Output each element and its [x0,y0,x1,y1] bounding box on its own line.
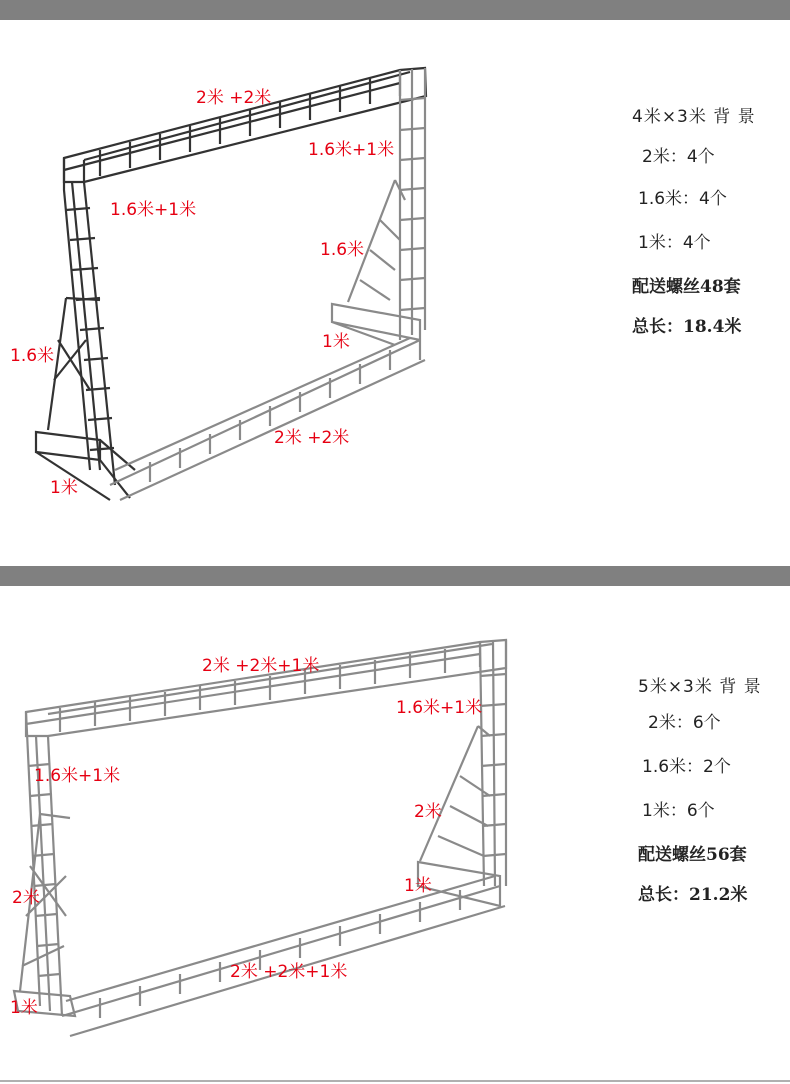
spec-2m-count: 2米：6个 [648,713,721,733]
truss-frame-illustration-2 [0,586,790,1080]
label-left-foot: 1米 [50,478,78,498]
label-top-beam: 2米 +2米 [196,88,272,108]
label-left-foot: 1米 [10,998,38,1018]
label-bottom-beam: 2米 +2米 [274,428,350,448]
label-right-foot: 1米 [322,332,350,352]
spec-2m-count: 2米：4个 [642,147,715,167]
label-right-column: 1.6米+1米 [396,698,483,718]
spec-screws: 配送螺丝48套 [632,277,741,297]
label-left-brace: 1.6米 [10,346,55,366]
spec-title: 4米×3米 背 景 [632,107,756,127]
spec-total-length: 总长：18.4米 [632,317,742,337]
label-left-column: 1.6米+1米 [110,200,197,220]
label-left-brace: 2米 [12,888,40,908]
spec-title: 5米×3米 背 景 [638,677,762,697]
spec-1m-count: 1米：4个 [638,233,711,253]
label-top-beam: 2米 +2米+1米 [202,656,320,676]
spec-1-6m-count: 1.6米：4个 [638,189,727,209]
bottom-rule [0,1080,790,1082]
label-right-column: 1.6米+1米 [308,140,395,160]
label-right-foot: 1米 [404,876,432,896]
label-bottom-beam: 2米 +2米+1米 [230,962,348,982]
label-right-brace: 1.6米 [320,240,365,260]
spec-screws: 配送螺丝56套 [638,845,747,865]
frame-section-2 [0,586,790,1080]
label-right-brace: 2米 [414,802,442,822]
section-divider-middle [0,566,790,586]
spec-1m-count: 1米：6个 [642,801,715,821]
spec-1-6m-count: 1.6米：2个 [642,757,731,777]
spec-total-length: 总长：21.2米 [638,885,748,905]
label-left-column: 1.6米+1米 [34,766,121,786]
